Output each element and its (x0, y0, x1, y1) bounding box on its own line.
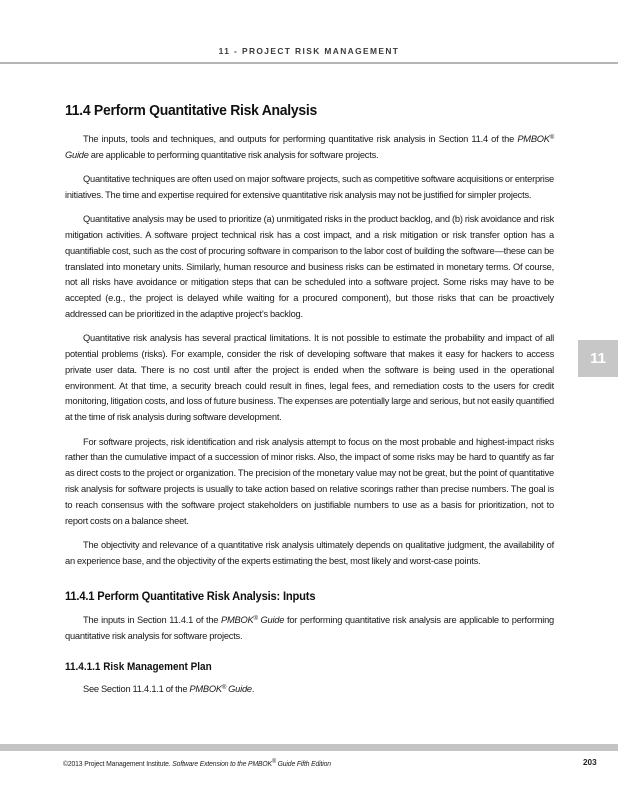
text-run: . (251, 684, 255, 695)
text-run: PMBOK (189, 684, 222, 695)
copyright-text: ©2013 Project Management Institute. (63, 759, 173, 768)
subsection-paragraph (65, 613, 554, 645)
main-content (65, 102, 554, 706)
text-run: for performing quantitative risk analysis are applicable to performing quantitative risk analysis for software projects. (65, 614, 554, 641)
body-paragraph-6: The objectivity and relevance of a quantitative risk analysis ultimately depends on qualitative judgment, the availability of an experience base, and the objectivity of the experts estimating the best, most likely and worst-case points. (65, 539, 554, 566)
chapter-tab: 11 (578, 340, 618, 377)
running-head: 11 - PROJECT RISK MANAGEMENT (218, 46, 400, 56)
pmbok-ref: PMBOK® Guide (65, 134, 554, 160)
registered-mark: ® (253, 615, 258, 622)
p1-tail: are applicable to performing quantitative risk analysis for software projects. (88, 149, 379, 160)
body-paragraph-5: For software projects, risk identification and risk analysis attempt to focus on the most probable and highest-impact risks rather than the cumulative impact of a succession of minor risks. Also, the impact of some risks may be hard to quantify as far as direct costs to the project or organization. The precision of the monetary value may not be great, but the point of quantitative risk analysis for software projects is usually to take action based on relative scorings rather than precise numbers. The goal is to reach consensus with the software project stakeholders on justifiable numbers to use as a basis for prioritization, not to report costs on a balance sheet. (65, 436, 554, 526)
registered-mark: ® (221, 685, 227, 692)
subsubsection-title: 11.4.1.1 Risk Management Plan (65, 661, 212, 674)
body-paragraph-2: Quantitative techniques are often used on major software projects, such as competitive software acquisitions or enterprise initiatives. The time and expertise required for extensive quantitative risk analysis may not be justified for simpler projects. (65, 174, 554, 200)
subsection-title: 11.4.1 Perform Quantitative Risk Analysis: Inputs (65, 588, 316, 603)
registered-mark: ® (271, 759, 276, 765)
text-run: Software Extension to the PMBOK (172, 759, 272, 768)
footer-copyright (63, 759, 331, 768)
section-title: 11.4 Perform Quantitative Risk Analysis (65, 102, 317, 119)
page-number: 203 (583, 758, 597, 767)
subsubsection-paragraph (65, 682, 554, 698)
text-run: The inputs in Section 11.4.1 of the (83, 614, 222, 625)
text-run: Guide (257, 614, 285, 625)
text-run: Guide (226, 684, 252, 695)
text-run: Guide Fifth Edition (275, 759, 331, 768)
body-paragraph-4: Quantitative risk analysis has several practical limitations. It is not possible to estimate the probability and impact of all potential problems (risks). For example, consider the risk of developing software that makes it easy for hackers to access private user data. There is no cost until after the project is ended when the software is being used in the operational environment. At that time, a security breach could result in fines, legal fees, and remediation costs to the users for credit monitoring, litigation costs, and loss of future business. The expenses are potentially large and serious, but not easily quantified at the time of risk analysis during software development. (65, 333, 554, 423)
pmbok-ref (221, 615, 284, 625)
body-paragraph-1 (65, 132, 554, 164)
p1-lead: The inputs, tools and techniques, and outputs for performing quantitative risk analysis in Section 11.4 of the (83, 134, 518, 144)
header-rule (0, 62, 618, 64)
pmbok-ref (189, 684, 251, 694)
text-run: PMBOK (221, 614, 254, 625)
footer-rule (0, 744, 618, 751)
body-paragraph-3: Quantitative analysis may be used to prioritize (a) unmitigated risks in the product backlog, and (b) risk avoidance and risk mitigation activities. A software project technical risk has a cost impact, and a risk mitigation or risk transfer option has a quantifiable cost, such as the cost of procuring software in comparison to the labor cost of building the software—these can be translated into monetary units. Similarly, human resource and business risks can be estimated in monetary terms. Of course, not all risks have avoidance or mitigation steps that can be scheduled into a software project. Some risks may have to be accepted (e.g., the project is delayed while waiting for a procured component), but those risks that can be proactively addressed can be prioritized in the adaptive project’s backlog. (65, 214, 554, 319)
text-run: See Section 11.4.1.1 of the (83, 684, 190, 695)
book-title (172, 759, 331, 768)
registered-mark: ® (549, 135, 554, 141)
